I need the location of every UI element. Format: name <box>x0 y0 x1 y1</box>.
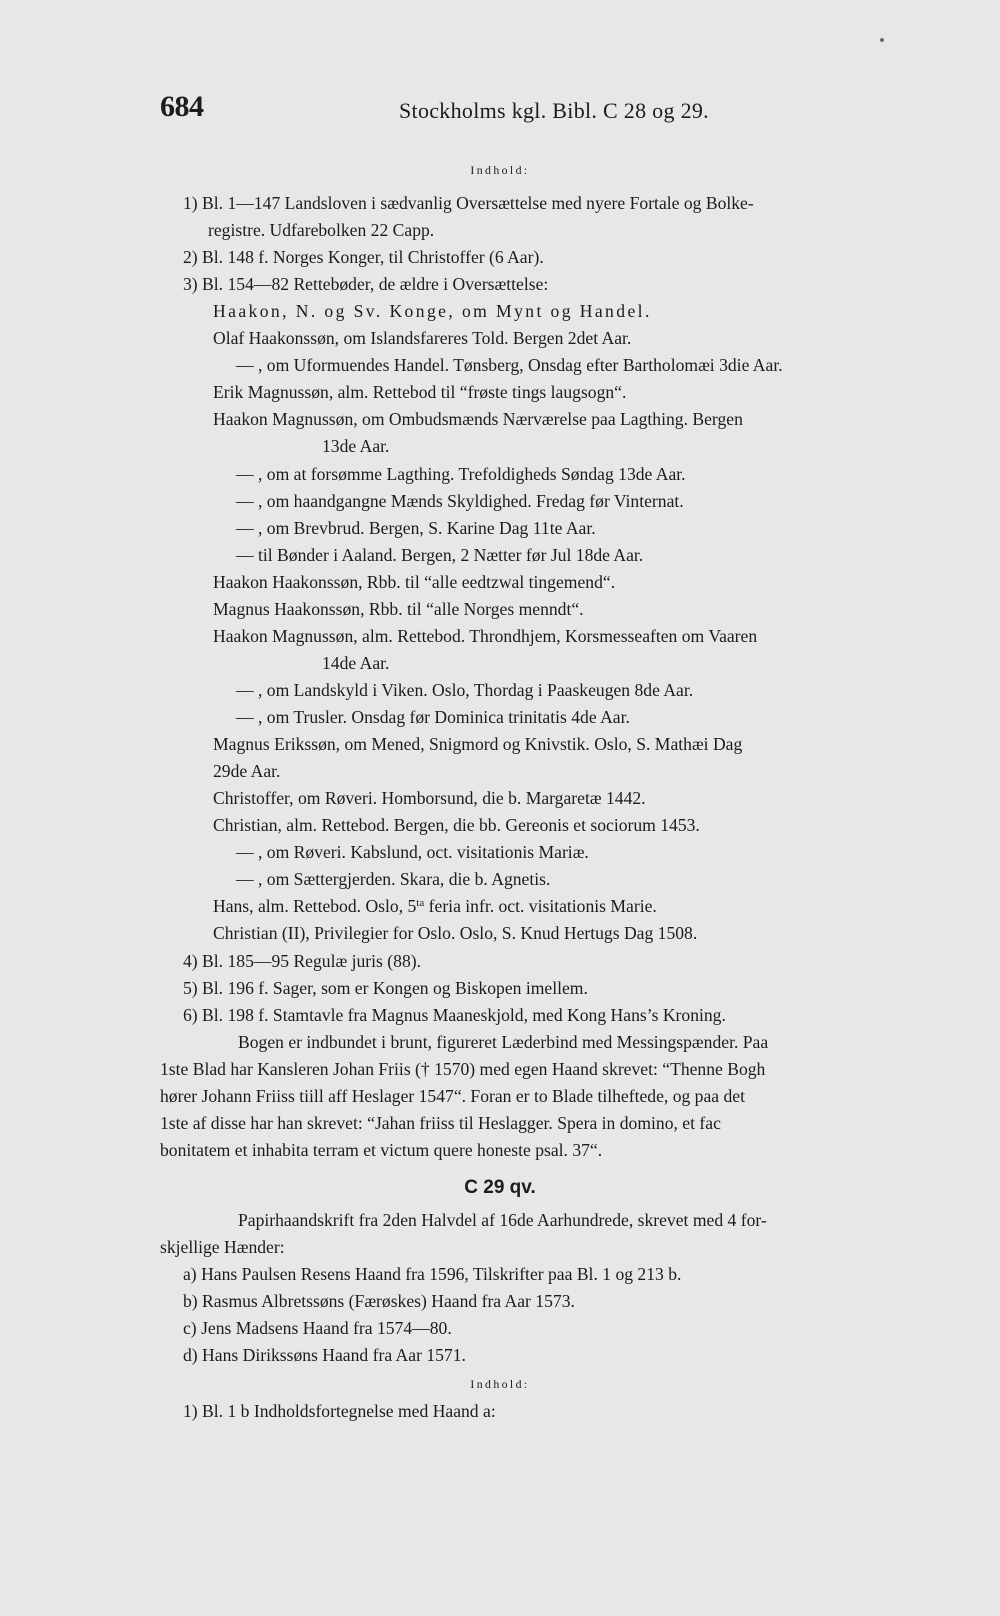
superscript-ta: ta <box>416 897 425 909</box>
paragraph-line-4: 1ste af disse har han skrevet: “Jahan friiss til Heslagger. Spera in domino, et fac <box>160 1113 721 1133</box>
rettebod-15-line-1: Magnus Erikssøn, om Mened, Snigmord og Knivstik. Oslo, S. Mathæi Dag <box>213 734 743 754</box>
paragraph-line-2: 1ste Blad har Kansleren Johan Friis († 1570) med egen Haand skrevet: “Thenne Bogh <box>160 1059 766 1079</box>
item-5: 5) Bl. 196 f. Sager, som er Kongen og Biskopen imellem. <box>183 978 588 998</box>
rettebod-1: Haakon, N. og Sv. Konge, om Mynt og Handel. <box>213 301 652 321</box>
item-4: 4) Bl. 185—95 Regulæ juris (88). <box>183 951 421 971</box>
rettebod-14: — , om Trusler. Onsdag før Dominica trinitatis 4de Aar. <box>236 707 630 727</box>
item-3: 3) Bl. 154—82 Rettebøder, de ældre i Oversættelse: <box>183 274 549 294</box>
rettebod-18: — , om Røveri. Kabslund, oct. visitationis Mariæ. <box>236 842 589 862</box>
rettebod-5-line-2: 13de Aar. <box>322 436 390 456</box>
rettebod-10: Haakon Haakonssøn, Rbb. til “alle eedtzwal tingemend“. <box>213 572 616 592</box>
rettebod-13: — , om Landskyld i Viken. Oslo, Thordag i Paaskeugen 8de Aar. <box>236 680 694 700</box>
rettebod-6: — , om at forsømme Lagthing. Trefoldigheds Søndag 13de Aar. <box>236 464 686 484</box>
rettebod-19: — , om Sættergjerden. Skara, die b. Agnetis. <box>236 869 551 889</box>
rettebod-12-line-1: Haakon Magnussøn, alm. Rettebod. Throndhjem, Korsmesseaften om Vaaren <box>213 626 758 646</box>
item-1-line-2: registre. Udfarebolken 22 Capp. <box>208 220 435 240</box>
c29-desc-line-1: Papirhaandskrift fra 2den Halvdel af 16de Aarhundrede, skrevet med 4 for- <box>238 1210 767 1230</box>
section-title-c29: C 29 qv. <box>464 1177 536 1198</box>
rettebod-4: Erik Magnussøn, alm. Rettebod til “frøste tings laugsogn“. <box>213 382 627 402</box>
rettebod-11: Magnus Haakonssøn, Rbb. til “alle Norges menndt“. <box>213 599 584 619</box>
hand-a: a) Hans Paulsen Resens Haand fra 1596, Tilskrifter paa Bl. 1 og 213 b. <box>183 1264 682 1284</box>
rettebod-17: Christian, alm. Rettebod. Bergen, die bb. Gereonis et sociorum 1453. <box>213 815 700 835</box>
hand-c: c) Jens Madsens Haand fra 1574—80. <box>183 1318 452 1338</box>
page-number: 684 <box>160 90 204 123</box>
rettebod-15-line-2: 29de Aar. <box>213 761 281 781</box>
paragraph-line-1: Bogen er indbundet i brunt, figureret Læderbind med Messingspænder. Paa <box>238 1032 769 1052</box>
running-title: Stockholms kgl. Bibl. C 28 og 29. <box>399 98 709 123</box>
paragraph-line-5: bonitatem et inhabita terram et victum quere honeste psal. 37“. <box>160 1140 603 1160</box>
last-item: 1) Bl. 1 b Indholdsfortegnelse med Haand a: <box>183 1401 496 1421</box>
rettebod-7: — , om haandgangne Mænds Skyldighed. Fredag før Vinternat. <box>236 491 684 511</box>
item-2: 2) Bl. 148 f. Norges Konger, til Christoffer (6 Aar). <box>183 247 544 267</box>
section-heading-indhold: Indhold: <box>470 163 530 177</box>
rettebod-16: Christoffer, om Røveri. Homborsund, die b. Margaretæ 1442. <box>213 788 646 808</box>
paragraph-line-3: hører Johann Friiss tiill aff Heslager 1547“. Foran er to Blade tilheftede, og paa det <box>160 1086 745 1106</box>
rettebod-9: — til Bønder i Aaland. Bergen, 2 Nætter før Jul 18de Aar. <box>236 545 644 565</box>
ink-speck <box>880 38 884 42</box>
section-heading-indhold-2: Indhold: <box>470 1377 530 1391</box>
hand-d: d) Hans Dirikssøns Haand fra Aar 1571. <box>183 1345 466 1365</box>
rettebod-20: Hans, alm. Rettebod. Oslo, $5^{ta}$ feria infr. oct. visitationis Marie. <box>213 896 657 916</box>
c29-desc-line-2: skjellige Hænder: <box>160 1237 285 1257</box>
item-6: 6) Bl. 198 f. Stamtavle fra Magnus Maaneskjold, med Kong Hans’s Kroning. <box>183 1005 726 1025</box>
rettebod-8: — , om Brevbrud. Bergen, S. Karine Dag 11te Aar. <box>236 518 596 538</box>
item-1-line-1: 1) Bl. 1—147 Landsloven i sædvanlig Oversættelse med nyere Fortale og Bolke- <box>183 193 754 213</box>
rettebod-12-line-2: 14de Aar. <box>322 653 390 673</box>
hand-b: b) Rasmus Albretssøns (Færøskes) Haand fra Aar 1573. <box>183 1291 575 1311</box>
rettebod-21: Christian (II), Privilegier for Oslo. Oslo, S. Knud Hertugs Dag 1508. <box>213 923 698 943</box>
rettebod-3: — , om Uformuendes Handel. Tønsberg, Onsdag efter Bartholomæi 3die Aar. <box>236 355 783 375</box>
rettebod-2: Olaf Haakonssøn, om Islandsfareres Told. Bergen 2det Aar. <box>213 328 632 348</box>
rettebod-5-line-1: Haakon Magnussøn, om Ombudsmænds Nærværelse paa Lagthing. Bergen <box>213 409 743 429</box>
